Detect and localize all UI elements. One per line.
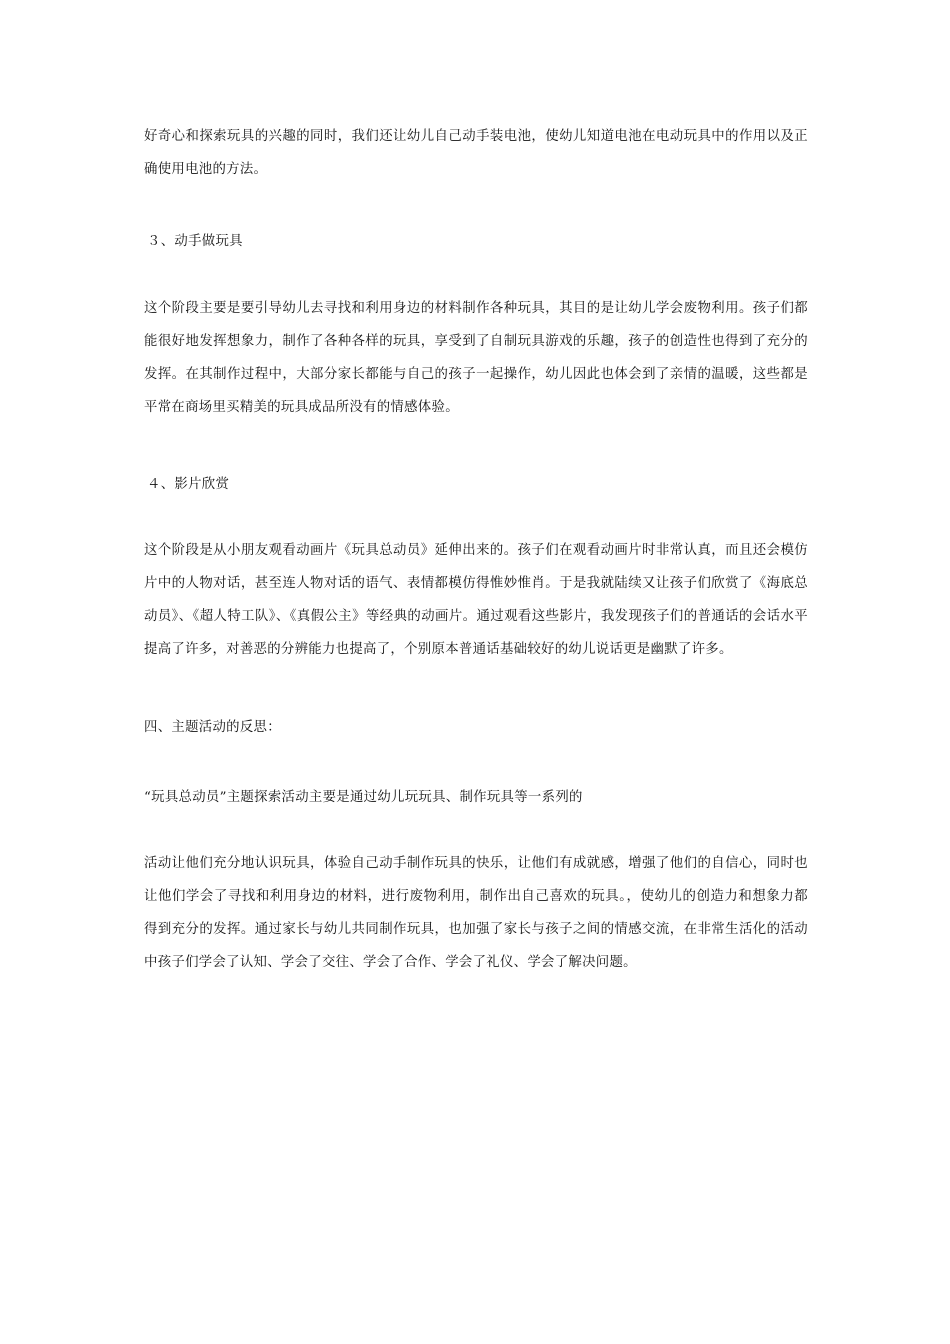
intro-paragraph: 好奇心和探索玩具的兴趣的同时，我们还让幼儿自己动手装电池，使幼儿知道电池在电动玩具中的作用以及正确使用电池的方法。 — [144, 129, 808, 177]
section-3-heading: ３、动手做玩具 — [147, 234, 243, 249]
reflection-heading: 四、主题活动的反思： — [144, 720, 281, 735]
section-4-paragraph: 这个阶段是从小朋友观看动画片《玩具总动员》延伸出来的。孩子们在观看动画片时非常认真，而且还会模仿片中的人物对话，甚至连人物对话的语气、表情都模仿得惟妙惟肖。于是我就陆续又让孩子们欣赏了《海底总动员》、《超人特工队》、《真假公主》等经典的动画片。通过观看这些影片，我发现孩子们的普通话的会话水平提高了许多，对善恶的分辨能力也提高了，个别原本普通话基础较好的幼儿说话更是幽默了许多。 — [144, 543, 808, 657]
section-3-paragraph: 这个阶段主要是要引导幼儿去寻找和利用身边的材料制作各种玩具，其目的是让幼儿学会废物利用。孩子们都能很好地发挥想象力，制作了各种各样的玩具，享受到了自制玩具游戏的乐趣，孩子的创造性也得到了充分的发挥。在其制作过程中，大部分家长都能与自己的孩子一起操作，幼儿因此也体会到了亲情的温暖，这些都是平常在商场里买精美的玩具成品所没有的情感体验。 — [144, 301, 808, 415]
section-4-heading: ４、影片欣赏 — [147, 477, 230, 492]
reflection-lead-sentence: “玩具总动员”主题探索活动主要是通过幼儿玩玩具、制作玩具等一系列的 — [144, 790, 583, 805]
reflection-paragraph: 活动让他们充分地认识玩具，体验自己动手制作玩具的快乐，让他们有成就感，增强了他们的自信心，同时也让他们学会了寻找和利用身边的材料，进行废物利用，制作出自己喜欢的玩具。，使幼儿的创造力和想象力都得到充分的发挥。通过家长与幼儿共同制作玩具，也加强了家长与孩子之间的情感交流，在非常生活化的活动中孩子们学会了认知、学会了交往、学会了合作、学会了礼仪、学会了解决问题。 — [144, 856, 808, 970]
